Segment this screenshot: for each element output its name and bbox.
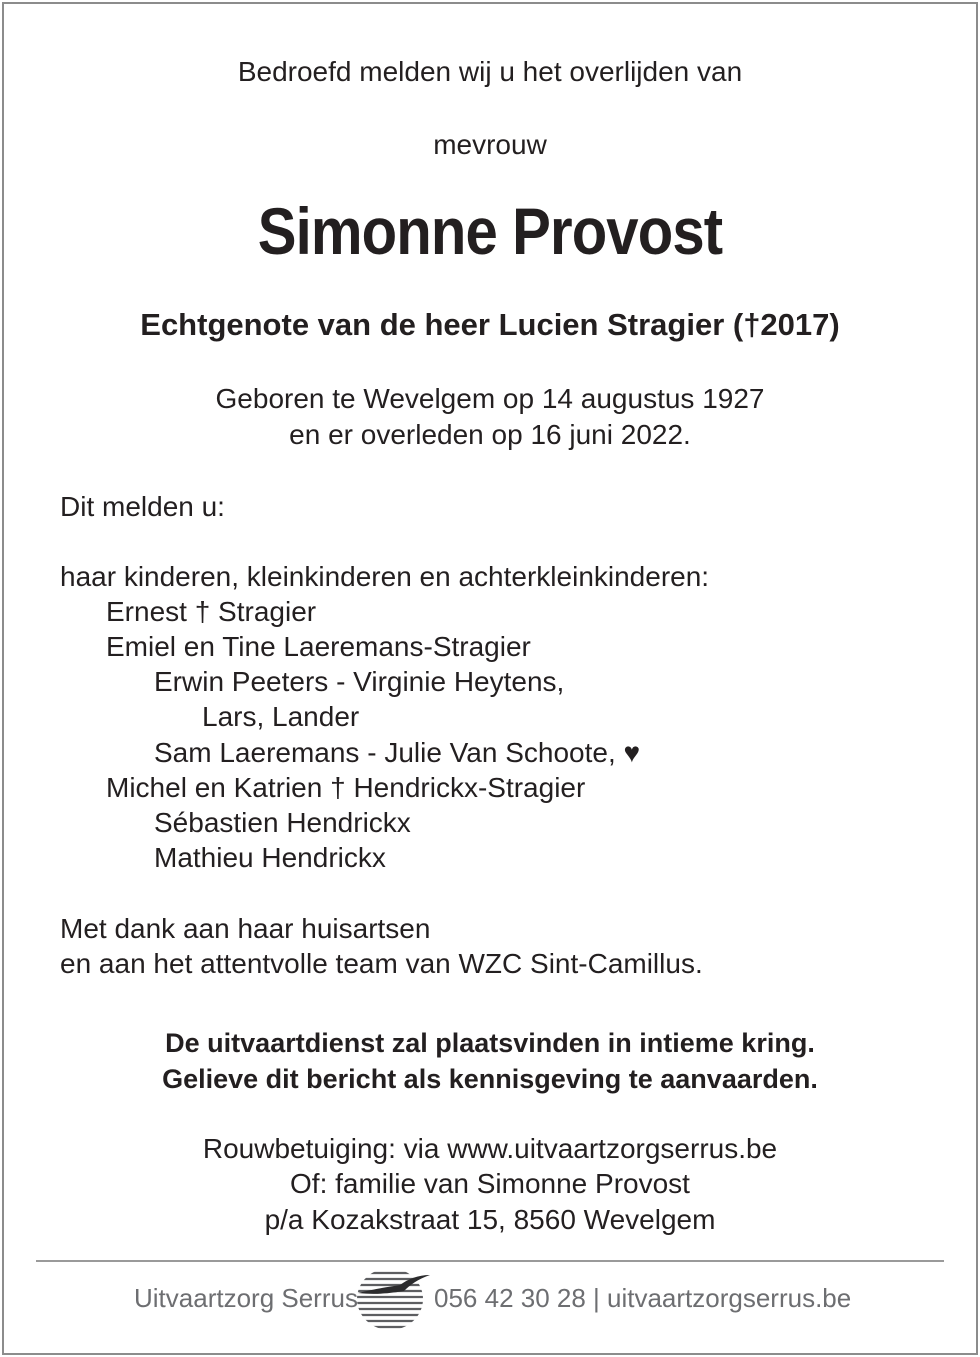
family-member: Erwin Peeters - Virginie Heytens, [154, 666, 565, 697]
footer-contact: 056 42 30 28 | uitvaartzorgserrus.be [434, 1283, 852, 1313]
family-member: Emiel en Tine Laeremans-Stragier [106, 631, 531, 662]
spouse-line: Echtgenote van de heer Lucien Stragier (†2017) [140, 307, 840, 342]
intro-text: Bedroefd melden wij u het overlijden van [237, 56, 743, 87]
title-prefix: mevrouw [433, 129, 547, 160]
deceased-name: Simonne Provost [257, 194, 723, 268]
condolence-line: Rouwbetuiging: via www.uitvaartzorgserrus.be [202, 1133, 778, 1164]
condolence-line: p/a Kozakstraat 15, 8560 Wevelgem [264, 1204, 716, 1235]
family-header: haar kinderen, kleinkinderen en achterkleinkinderen: [60, 561, 710, 592]
announce-text: Dit melden u: [60, 491, 225, 522]
family-member: Mathieu Hendrickx [154, 842, 386, 873]
thanks-line: en aan het attentvolle team van WZC Sint-Camillus. [60, 948, 703, 979]
seagull-logo-icon [352, 1267, 432, 1331]
footer-divider [36, 1260, 944, 1262]
death-line: en er overleden op 16 juni 2022. [289, 419, 691, 450]
family-member: Lars, Lander [202, 701, 360, 732]
birth-line: Geboren te Wevelgem op 14 augustus 1927 [215, 383, 765, 414]
condolence-line: Of: familie van Simonne Provost [290, 1168, 690, 1199]
notice-line: Gelieve dit bericht als kennisgeving te aanvaarden. [162, 1064, 818, 1094]
family-member: Sébastien Hendrickx [154, 807, 411, 838]
family-member: Ernest † Stragier [106, 596, 317, 627]
family-member: Sam Laeremans - Julie Van Schoote, ♥ [154, 737, 641, 768]
notice-line: De uitvaartdienst zal plaatsvinden in intieme kring. [165, 1028, 815, 1058]
thanks-line: Met dank aan haar huisartsen [60, 913, 431, 944]
footer-company: Uitvaartzorg Serrus [134, 1283, 358, 1313]
family-member: Michel en Katrien † Hendrickx-Stragier [106, 772, 586, 803]
